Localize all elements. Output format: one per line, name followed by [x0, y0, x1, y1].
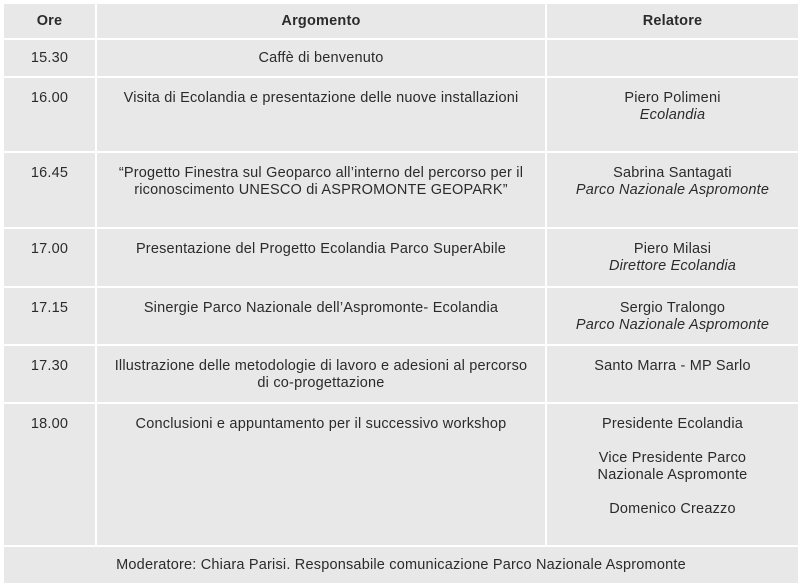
table-row	[3, 287, 799, 345]
header-relatore: Relatore	[546, 3, 799, 39]
topic-cell: Caffè di benvenuto	[96, 39, 546, 77]
speaker-cell	[546, 152, 799, 228]
time-cell: 17.15	[3, 287, 96, 345]
speaker-name: Piero Polimeni	[624, 90, 721, 106]
speaker-name: Vice Presidente Parco Nazionale Aspromonte	[597, 450, 748, 483]
table-row	[3, 403, 799, 546]
time-cell: 16.45	[3, 152, 96, 228]
table-row	[3, 228, 799, 287]
topic-cell: Conclusioni e appuntamento per il successivo workshop	[96, 403, 546, 546]
speaker-name: Sergio Tralongo	[619, 300, 726, 316]
moderator-note: Moderatore: Chiara Parisi. Responsabile comunicazione Parco Nazionale Aspromonte	[3, 546, 799, 584]
speaker-name: Domenico Creazzo	[609, 501, 736, 517]
topic-cell: “Progetto Finestra sul Geoparco all’interno del percorso per il riconoscimento UNESCO di ASPROMONTE GEOPARK”	[96, 152, 546, 228]
table-row	[3, 77, 799, 152]
speaker-cell	[546, 345, 799, 403]
speaker-organization: Parco Nazionale Aspromonte	[575, 317, 770, 333]
speaker-name: Sabrina Santagati	[613, 165, 732, 181]
speaker-cell	[546, 77, 799, 152]
speaker-organization: Direttore Ecolandia	[608, 258, 737, 274]
time-cell: 15.30	[3, 39, 96, 77]
topic-cell: Visita di Ecolandia e presentazione delle nuove installazioni	[96, 77, 546, 152]
speaker-organization: Ecolandia	[639, 107, 706, 123]
table-row	[3, 152, 799, 228]
topic-cell: Illustrazione delle metodologie di lavoro e adesioni al percorso di co-progettazione	[96, 345, 546, 403]
topic-cell: Presentazione del Progetto Ecolandia Parco SuperAbile	[96, 228, 546, 287]
header-argomento: Argomento	[96, 3, 546, 39]
footer-row	[3, 546, 799, 584]
table-row	[3, 39, 799, 77]
time-cell: 16.00	[3, 77, 96, 152]
table-row	[3, 345, 799, 403]
agenda-table	[2, 2, 800, 585]
speaker-cell	[546, 228, 799, 287]
speaker-name: Presidente Ecolandia	[601, 416, 744, 432]
speaker-cell	[546, 403, 799, 546]
header-row	[3, 3, 799, 39]
speaker-cell	[546, 287, 799, 345]
topic-cell: Sinergie Parco Nazionale dell’Aspromonte- Ecolandia	[96, 287, 546, 345]
speaker-name: Santo Marra - MP Sarlo	[594, 358, 751, 374]
time-cell: 18.00	[3, 403, 96, 546]
speaker-organization: Parco Nazionale Aspromonte	[575, 182, 770, 198]
speaker-name: Piero Milasi	[633, 241, 712, 257]
header-ore: Ore	[3, 3, 96, 39]
speaker-cell	[546, 39, 799, 77]
time-cell: 17.30	[3, 345, 96, 403]
time-cell: 17.00	[3, 228, 96, 287]
